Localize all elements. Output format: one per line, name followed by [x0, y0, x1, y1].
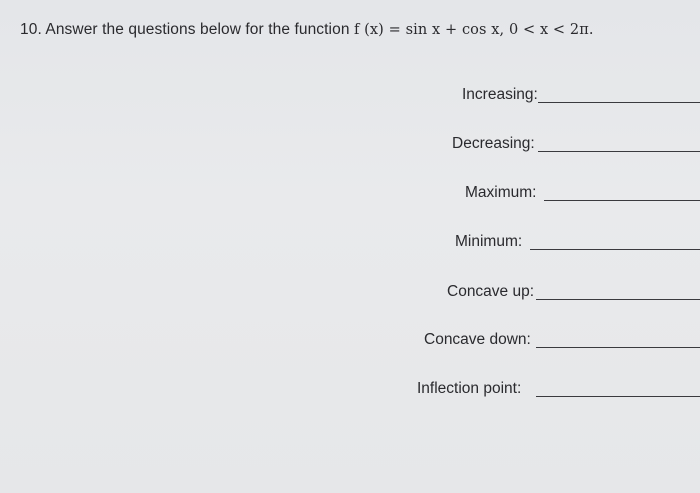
maximum-answer-line[interactable] [544, 200, 700, 201]
inflection-point-answer-line[interactable] [536, 396, 700, 397]
maximum-field [0, 184, 700, 206]
increasing-label: Increasing: [462, 86, 538, 103]
concave-up-label: Concave up: [447, 283, 535, 300]
decreasing-answer-line[interactable] [538, 151, 700, 152]
question-prefix: 10. Answer the questions below for the function [20, 21, 354, 38]
concave-down-answer-line[interactable] [536, 347, 700, 348]
concave-up-field [0, 283, 700, 305]
concave-down-field [0, 331, 700, 353]
increasing-field [0, 86, 700, 108]
maximum-label: Maximum: [465, 184, 537, 201]
increasing-answer-line[interactable] [538, 102, 700, 103]
function-formula: f (x) = sin x + cos x, 0 < x < 2π. [353, 22, 594, 38]
minimum-label: Minimum: [455, 233, 523, 250]
decreasing-field [0, 135, 700, 157]
inflection-point-field [0, 380, 700, 402]
concave-down-label: Concave down: [424, 331, 531, 348]
minimum-answer-line[interactable] [530, 249, 700, 250]
minimum-field [0, 233, 700, 255]
inflection-point-label: Inflection point: [417, 380, 522, 397]
question-text [20, 21, 594, 39]
concave-up-answer-line[interactable] [536, 299, 700, 300]
decreasing-label: Decreasing: [452, 135, 535, 152]
